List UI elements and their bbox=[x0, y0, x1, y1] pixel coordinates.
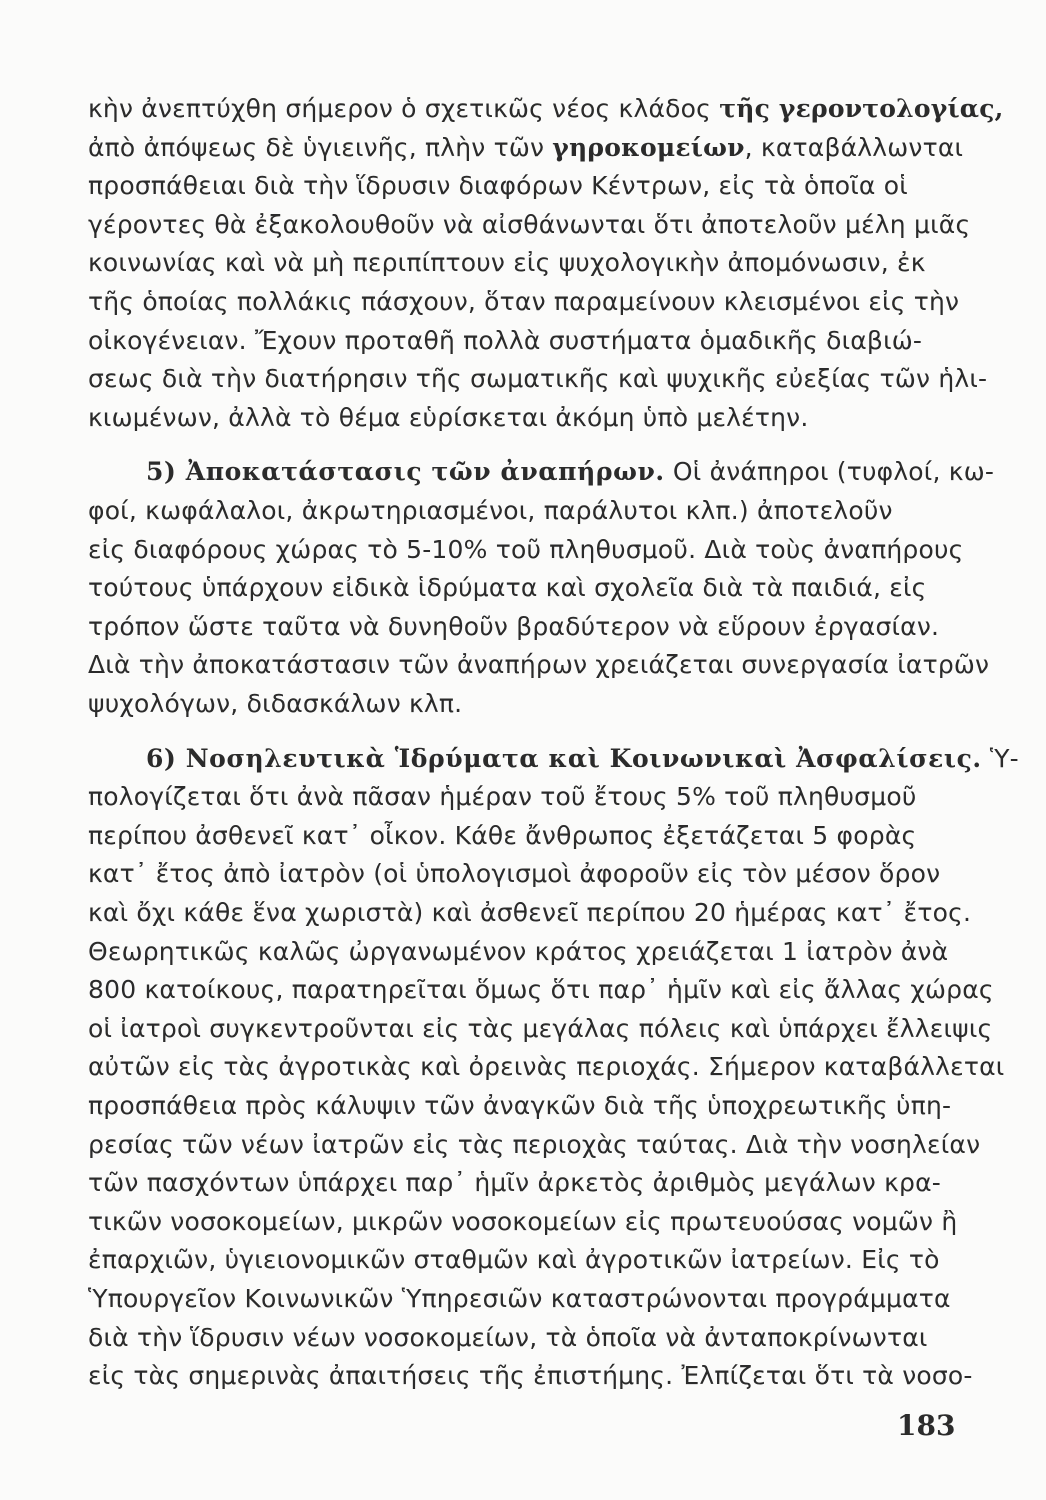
text-line: διὰ τὴν ἵδρυσιν νέων νοσοκομείων, τὰ ὁποῖα νὰ ἀνταποκρίνωνται bbox=[88, 1323, 928, 1352]
line-text: κιωμένων, ἀλλὰ τὸ θέμα εὑρίσκεται ἀκόμη ὑπὸ μελέτην. bbox=[88, 403, 809, 432]
text-line: οἱ ἰατροὶ συγκεντροῦνται εἰς τὰς μεγάλας πόλεις καὶ ὑπάρχει ἔλλειψις bbox=[88, 1014, 993, 1043]
text-line bbox=[88, 362, 988, 396]
text-line: Θεωρητικῶς καλῶς ὠργανωμένον κράτος χρειάζεται 1 ἰατρὸν ἀνὰ bbox=[88, 937, 949, 966]
text-line bbox=[88, 324, 958, 358]
text-line bbox=[88, 208, 971, 242]
text-line: τούτους ὑπάρχουν εἰδικὰ ἱδρύματα καὶ σχολεῖα διὰ τὰ παιδιά, εἰς bbox=[88, 573, 927, 602]
text-line: πολογίζεται ὅτι ἀνὰ πᾶσαν ἡμέραν τοῦ ἔτους 5% τοῦ πληθυσμοῦ bbox=[88, 782, 917, 811]
text-line: εἰς διαφόρους χώρας τὸ 5-10% τοῦ πληθυσμοῦ. Διὰ τοὺς ἀναπήρους bbox=[88, 535, 964, 564]
text-line: φοί, κωφάλαλοι, ἀκρωτηριασμένοι, παράλυτοι κλπ.) ἀποτελοῦν bbox=[88, 496, 893, 525]
line-text: οἰκογένειαν. Ἔχουν προταθῆ πολλὰ συστήματα ὁμαδικῆς διαβιώ- bbox=[88, 326, 923, 355]
line-text: σεως διὰ τὴν διατήρησιν τῆς σωματικῆς καὶ ψυχικῆς εὐεξίας τῶν ἡλι- bbox=[88, 364, 988, 393]
text-line: Διὰ τὴν ἀποκατάστασιν τῶν ἀναπήρων χρειάζεται συνεργασία ἰατρῶν bbox=[88, 650, 990, 679]
text-line: προσπάθεια πρὸς κάλυψιν τῶν ἀναγκῶν διὰ τῆς ὑποχρεωτικῆς ὑπη- bbox=[88, 1091, 952, 1120]
line-text: Ὑ- bbox=[981, 744, 1019, 773]
line-text: ἀπὸ ἀπόψεως δὲ ὑγιεινῆς, πλὴν τῶν bbox=[88, 133, 553, 162]
text-line: αὐτῶν εἰς τὰς ἀγροτικὰς καὶ ὀρεινὰς περιοχάς. Σήμερον καταβάλλεται bbox=[88, 1052, 1005, 1081]
text-line: Ὑπουργεῖον Κοινωνικῶν Ὑπηρεσιῶν καταστρώνονται προγράμματα bbox=[88, 1284, 951, 1313]
section-5-heading: 5) Ἀποκατάστασις τῶν ἀναπήρων. bbox=[146, 457, 665, 486]
section-5-first-line bbox=[146, 455, 995, 489]
section-6-first-line bbox=[146, 742, 1019, 776]
text-line: τῶν πασχόντων ὑπάρχει παρ᾽ ἡμῖν ἀρκετὸς ἀριθμὸς μεγάλων κρα- bbox=[88, 1168, 941, 1197]
text-line bbox=[88, 246, 958, 280]
text-line: εἰς τὰς σημερινὰς ἀπαιτήσεις τῆς ἐπιστήμης. Ἐλπίζεται ὅτι τὰ νοσο- bbox=[88, 1361, 973, 1390]
line-text: Οἱ ἀνάπηροι (τυφλοί, κω- bbox=[664, 457, 995, 486]
line-text-tail: , καταβάλλωνται bbox=[744, 133, 964, 162]
text-line bbox=[88, 285, 958, 319]
section-6-heading: 6) Νοσηλευτικὰ Ἱδρύματα καὶ Κοινωνικαὶ Ἀσφαλίσεις. bbox=[146, 744, 982, 773]
line-text: κοινωνίας καὶ νὰ μὴ περιπίπτουν εἰς ψυχολογικὴν ἀπομόνωσιν, ἐκ bbox=[88, 248, 926, 277]
text-line bbox=[88, 401, 958, 435]
text-line: 800 κατοίκους, παρατηρεῖται ὅμως ὅτι παρ᾽ ἡμῖν καὶ εἰς ἄλλας χώρας bbox=[88, 975, 994, 1004]
line-text: κὴν ἀνεπτύχθη σήμερον ὁ σχετικῶς νέος κλάδος bbox=[88, 94, 720, 123]
term-gerontology: τῆς γεροντολογίας, bbox=[719, 94, 1004, 123]
text-line bbox=[88, 131, 964, 165]
text-line: καὶ ὄχι κάθε ἕνα χωριστὰ) καὶ ἀσθενεῖ περίπου 20 ἡμέρας κατ᾽ ἔτος. bbox=[88, 898, 972, 927]
text-line: τικῶν νοσοκομείων, μικρῶν νοσοκομείων εἰς πρωτευούσας νομῶν ἢ bbox=[88, 1207, 958, 1236]
line-text: γέροντες θὰ ἐξακολουθοῦν νὰ αἰσθάνωνται ὅτι ἀποτελοῦν μέλη μιᾶς bbox=[88, 210, 971, 239]
text-line: ψυχολόγων, διδασκάλων κλπ. bbox=[88, 689, 463, 718]
text-line: ρεσίας τῶν νέων ἰατρῶν εἰς τὰς περιοχὰς ταύτας. Διὰ τὴν νοσηλείαν bbox=[88, 1130, 981, 1159]
text-line: ἐπαρχιῶν, ὑγιειονομικῶν σταθμῶν καὶ ἀγροτικῶν ἰατρείων. Εἰς τὸ bbox=[88, 1245, 940, 1274]
text-line bbox=[88, 169, 958, 203]
text-line: τρόπον ὥστε ταῦτα νὰ δυνηθοῦν βραδύτερον νὰ εὕρουν ἐργασίαν. bbox=[88, 612, 940, 641]
page-number: 183 bbox=[897, 1409, 956, 1442]
term-nursing-homes: γηροκομείων bbox=[552, 133, 745, 162]
text-line bbox=[88, 92, 1004, 126]
text-line: κατ᾽ ἔτος ἀπὸ ἰατρὸν (οἱ ὑπολογισμοὶ ἀφοροῦν εἰς τὸν μέσον ὅρον bbox=[88, 859, 941, 888]
text-line: περίπου ἀσθενεῖ κατ᾽ οἶκον. Κάθε ἄνθρωπος ἐξετάζεται 5 φορὰς bbox=[88, 821, 917, 850]
line-text: προσπάθειαι διὰ τὴν ἵδρυσιν διαφόρων Κέντρων, εἰς τὰ ὁποῖα οἱ bbox=[88, 171, 908, 200]
line-text: τῆς ὁποίας πολλάκις πάσχουν, ὅταν παραμείνουν κλεισμένοι εἰς τὴν bbox=[88, 287, 960, 316]
